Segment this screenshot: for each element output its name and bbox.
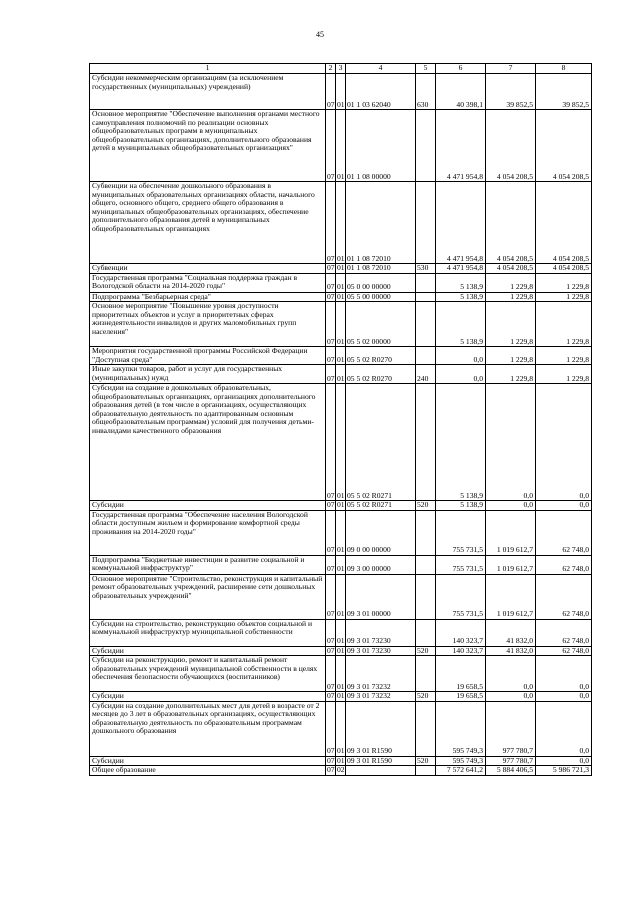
- row-name: Государственная программа "Обеспечение населения Вологодской области доступным жильем и формирование комфортной среды проживания на 2014-2020 годы": [90, 510, 326, 555]
- amount-year-2: 41 832,0: [486, 646, 536, 656]
- section-code: 07: [326, 574, 336, 619]
- subsection-code: 01: [336, 347, 346, 365]
- target-article-code: 01 1 08 72010: [346, 182, 416, 264]
- table-row: [90, 619, 592, 646]
- target-article-code: 09 3 01 R1590: [346, 756, 416, 766]
- row-name: Субвенции: [90, 264, 326, 274]
- amount-year-1: 0,0: [436, 347, 486, 365]
- amount-year-3: 62 748,0: [536, 510, 592, 555]
- amount-year-3: 4 054 208,5: [536, 182, 592, 264]
- subsection-code: 01: [336, 510, 346, 555]
- row-name: Основное мероприятие "Строительство, реконструкция и капитальный ремонт образовательных учреждений, расширение сети дошкольных образовательных учреждений": [90, 574, 326, 619]
- section-code: 07: [327, 765, 335, 774]
- amount-year-1: 140 323,7: [436, 646, 486, 656]
- header-row: [90, 64, 592, 74]
- amount-year-2: 4 054 208,5: [486, 110, 536, 182]
- amount-year-2: 1 019 612,7: [486, 555, 536, 574]
- amount-year-2: 0,0: [486, 656, 536, 692]
- table-row: [90, 292, 592, 302]
- table-row: [90, 347, 592, 365]
- target-article-code: 09 3 01 73230: [346, 646, 416, 656]
- amount-year-1: 5 138,9: [436, 273, 486, 292]
- amount-year-3: 39 852,5: [536, 74, 592, 110]
- section-code: 07: [326, 701, 336, 756]
- subsection-code: 01: [336, 555, 346, 574]
- expense-type-code: [416, 302, 436, 347]
- table-row: [90, 182, 592, 264]
- subsection-code: 01: [336, 365, 346, 384]
- target-article-code: 05 5 02 00000: [346, 302, 416, 347]
- expense-type-code: [416, 292, 436, 302]
- amount-year-1: 5 138,9: [436, 501, 486, 511]
- row-name: Субсидии: [90, 692, 326, 702]
- expense-type-code: 520: [416, 646, 436, 656]
- table-row: [90, 646, 592, 656]
- amount-year-2: 5 884 406,5: [486, 766, 536, 776]
- table-row: [90, 574, 592, 619]
- amount-year-2: 39 852,5: [486, 74, 536, 110]
- table-row: [90, 510, 592, 555]
- amount-year-1: 595 749,3: [436, 756, 486, 766]
- expense-type-code: [416, 619, 436, 646]
- amount-year-1: 19 658,5: [436, 656, 486, 692]
- subsection-code: 01: [336, 701, 346, 756]
- amount-year-3: 4 054 208,5: [536, 264, 592, 274]
- amount-year-1: 40 398,1: [436, 74, 486, 110]
- amount-year-2: 977 780,7: [486, 756, 536, 766]
- amount-year-2: 0,0: [486, 692, 536, 702]
- target-article-code: 09 3 01 R1590: [346, 701, 416, 756]
- row-name: Субсидии на реконструкцию, ремонт и капитальный ремонт образовательных учреждений муниципальной собственности в целях обеспечения безопасности обучающихся (воспитанников): [90, 656, 326, 692]
- section-code: 07: [326, 555, 336, 574]
- section-code: 07: [327, 500, 335, 509]
- section-code: 07: [327, 756, 335, 765]
- section-code: 07: [326, 619, 336, 646]
- subsection-code: 01: [337, 756, 345, 765]
- subsection-code: 02: [337, 765, 345, 774]
- amount-year-1: 755 731,5: [436, 574, 486, 619]
- row-name: Основное мероприятие "Обеспечение выполнения органами местного самоуправления полномочий по реализации основных общеобразовательных программ в муниципальных общеобразовательных организациях, дополнительного образования детей в муниципальных общеобразовательных организациях": [90, 110, 326, 182]
- target-article-code: 01 1 08 72010: [346, 264, 416, 274]
- amount-year-3: 62 748,0: [536, 574, 592, 619]
- table-row: [90, 110, 592, 182]
- section-code: 07: [326, 365, 336, 384]
- target-article-code: 09 3 00 00000: [346, 555, 416, 574]
- expense-type-code: [416, 347, 436, 365]
- amount-year-2: 1 229,8: [486, 347, 536, 365]
- expense-type-code: [416, 510, 436, 555]
- target-article-code: 05 0 00 00000: [346, 273, 416, 292]
- amount-year-1: 7 572 641,2: [436, 766, 486, 776]
- expense-type-code: [416, 555, 436, 574]
- subsection-code: 01: [336, 182, 346, 264]
- table-row: [90, 365, 592, 384]
- header-cell: 3: [336, 64, 346, 74]
- expense-type-code: [416, 182, 436, 264]
- row-name: Субсидии: [90, 756, 326, 766]
- row-name: Мероприятия государственной программы Российской Федерации "Доступная среда": [90, 347, 326, 365]
- target-article-code: 09 0 00 00000: [346, 510, 416, 555]
- amount-year-2: 1 229,8: [486, 365, 536, 384]
- target-article-code: 05 5 02 R0271: [346, 384, 416, 501]
- row-name: Подпрограмма "Бюджетные инвестиции в развитие социальной и коммунальной инфраструктур": [90, 555, 326, 574]
- target-article-code: 05 5 02 R0270: [346, 347, 416, 365]
- table-row: [90, 384, 592, 501]
- expense-type-code: [416, 574, 436, 619]
- section-code: 07: [326, 347, 336, 365]
- subsection-code: 01: [337, 263, 345, 272]
- amount-year-2: 4 054 208,5: [486, 182, 536, 264]
- header-cell: 7: [486, 64, 536, 74]
- amount-year-2: 0,0: [486, 384, 536, 501]
- amount-year-2: 1 229,8: [486, 273, 536, 292]
- amount-year-3: 5 986 721,3: [536, 766, 592, 776]
- row-name: Субсидии на строительство, реконструкцию объектов социальной и коммунальной инфраструктур муниципальной собственности: [90, 619, 326, 646]
- target-article-code: [346, 766, 416, 776]
- subsection-code: 01: [336, 302, 346, 347]
- amount-year-1: 5 138,9: [436, 384, 486, 501]
- subsection-code: 01: [337, 691, 345, 700]
- table-row: [90, 302, 592, 347]
- amount-year-3: 62 748,0: [536, 646, 592, 656]
- row-name: Подпрограмма "Безбарьерная среда": [90, 292, 326, 302]
- target-article-code: 01 1 08 00000: [346, 110, 416, 182]
- header-cell: 8: [536, 64, 592, 74]
- subsection-code: 01: [337, 292, 345, 301]
- section-code: 07: [326, 302, 336, 347]
- subsection-code: 01: [336, 74, 346, 110]
- subsection-code: 01: [336, 273, 346, 292]
- table-row: [90, 656, 592, 692]
- amount-year-3: 0,0: [536, 756, 592, 766]
- target-article-code: 05 5 02 R0270: [346, 365, 416, 384]
- target-article-code: 09 3 01 73232: [346, 656, 416, 692]
- row-name: Иные закупки товаров, работ и услуг для государственных (муниципальных) нужд: [90, 365, 326, 384]
- amount-year-1: 4 471 954,8: [436, 264, 486, 274]
- amount-year-3: 0,0: [536, 701, 592, 756]
- subsection-code: 01: [337, 500, 345, 509]
- amount-year-1: 5 138,9: [436, 292, 486, 302]
- table-row: [90, 756, 592, 766]
- amount-year-2: 1 019 612,7: [486, 510, 536, 555]
- subsection-code: 01: [336, 110, 346, 182]
- expense-type-code: 520: [416, 501, 436, 511]
- amount-year-3: 0,0: [536, 692, 592, 702]
- amount-year-3: 4 054 208,5: [536, 110, 592, 182]
- page-number: 45: [316, 30, 324, 39]
- subsection-code: 01: [336, 384, 346, 501]
- expense-type-code: [416, 110, 436, 182]
- row-name: Субсидии на создание дополнительных мест для детей в возрасте от 2 месяцев до 3 лет в образовательных организациях, осуществляющих образовательную деятельность по образовательным программам дошкольного образования: [90, 701, 326, 756]
- row-name: Государственная программа "Социальная поддержка граждан в Вологодской области на 2014-2020 годы": [90, 273, 326, 292]
- amount-year-2: 1 229,8: [486, 302, 536, 347]
- table-row: [90, 273, 592, 292]
- amount-year-2: 1 019 612,7: [486, 574, 536, 619]
- expense-type-code: 630: [416, 74, 436, 110]
- header-cell: 4: [346, 64, 416, 74]
- row-name: Субвенции на обеспечение дошкольного образования в муниципальных образовательных организациях области, начального общего, основного общего, среднего общего образования в муниципальных общеобразовательных организациях, обеспечение дополнительного образования детей в муниципальных общеобразовательных организациях: [90, 182, 326, 264]
- table-row: [90, 501, 592, 511]
- amount-year-3: 0,0: [536, 656, 592, 692]
- amount-year-3: 0,0: [536, 384, 592, 501]
- amount-year-3: 1 229,8: [536, 347, 592, 365]
- section-code: 07: [326, 110, 336, 182]
- row-name: Основное мероприятие "Повышение уровня доступности приоритетных объектов и услуг в приоритетных сферах жизнедеятельности инвалидов и других маломобильных групп населения": [90, 302, 326, 347]
- amount-year-2: 977 780,7: [486, 701, 536, 756]
- amount-year-1: 140 323,7: [436, 619, 486, 646]
- section-code: 07: [326, 384, 336, 501]
- section-code: 07: [327, 292, 335, 301]
- expense-type-code: 530: [416, 264, 436, 274]
- amount-year-1: 595 749,3: [436, 701, 486, 756]
- target-article-code: 01 1 03 62040: [346, 74, 416, 110]
- section-code: 07: [326, 273, 336, 292]
- expense-type-code: [416, 701, 436, 756]
- expense-type-code: 240: [416, 365, 436, 384]
- target-article-code: 05 5 02 R0271: [346, 501, 416, 511]
- table-row: [90, 264, 592, 274]
- header-cell: 5: [416, 64, 436, 74]
- amount-year-3: 0,0: [536, 501, 592, 511]
- section-code: 07: [327, 263, 335, 272]
- amount-year-1: 755 731,5: [436, 555, 486, 574]
- target-article-code: 09 3 01 00000: [346, 574, 416, 619]
- target-article-code: 05 5 00 00000: [346, 292, 416, 302]
- amount-year-2: 4 054 208,5: [486, 264, 536, 274]
- expense-type-code: 520: [416, 756, 436, 766]
- section-code: 07: [326, 656, 336, 692]
- amount-year-2: 0,0: [486, 501, 536, 511]
- target-article-code: 09 3 01 73230: [346, 619, 416, 646]
- section-code: 07: [326, 182, 336, 264]
- header-cell: 6: [436, 64, 486, 74]
- amount-year-1: 5 138,9: [436, 302, 486, 347]
- row-name: Субсидии: [90, 646, 326, 656]
- expense-type-code: [416, 273, 436, 292]
- section-code: 07: [327, 646, 335, 655]
- expense-type-code: [416, 766, 436, 776]
- amount-year-3: 1 229,8: [536, 273, 592, 292]
- amount-year-3: 1 229,8: [536, 365, 592, 384]
- amount-year-1: 19 658,5: [436, 692, 486, 702]
- header-cell: 2: [326, 64, 336, 74]
- target-article-code: 09 3 01 73232: [346, 692, 416, 702]
- amount-year-1: 4 471 954,8: [436, 110, 486, 182]
- subsection-code: 01: [336, 656, 346, 692]
- row-name: Субсидии некоммерческим организациям (за исключением государственных (муниципальных) учреждений): [90, 74, 326, 110]
- subsection-code: 01: [336, 619, 346, 646]
- table-row: [90, 766, 592, 776]
- amount-year-1: 0,0: [436, 365, 486, 384]
- table-row: [90, 555, 592, 574]
- subsection-code: 01: [337, 646, 345, 655]
- section-code: 07: [327, 691, 335, 700]
- header-cell: 1: [90, 64, 326, 74]
- table-row: [90, 74, 592, 110]
- section-code: 07: [326, 510, 336, 555]
- amount-year-2: 1 229,8: [486, 292, 536, 302]
- subsection-code: 01: [336, 574, 346, 619]
- row-name: Общее образование: [90, 766, 326, 776]
- section-code: 07: [326, 74, 336, 110]
- amount-year-3: 62 748,0: [536, 619, 592, 646]
- table-row: [90, 692, 592, 702]
- row-name: Субсидии на создание в дошкольных образовательных, общеобразовательных организациях, организациях дополнительного образования детей (в том числе в организациях, осуществляющих образовательную деятельность по адаптированным основным общеобразовательным программам) условий для получения детьми-инвалидами качественного образования: [90, 384, 326, 501]
- amount-year-3: 1 229,8: [536, 292, 592, 302]
- budget-table: [89, 63, 592, 776]
- amount-year-2: 41 832,0: [486, 619, 536, 646]
- expense-type-code: 520: [416, 692, 436, 702]
- expense-type-code: [416, 656, 436, 692]
- amount-year-1: 4 471 954,8: [436, 182, 486, 264]
- expense-type-code: [416, 384, 436, 501]
- amount-year-3: 62 748,0: [536, 555, 592, 574]
- amount-year-3: 1 229,8: [536, 302, 592, 347]
- row-name: Субсидии: [90, 501, 326, 511]
- amount-year-1: 755 731,5: [436, 510, 486, 555]
- table-row: [90, 701, 592, 756]
